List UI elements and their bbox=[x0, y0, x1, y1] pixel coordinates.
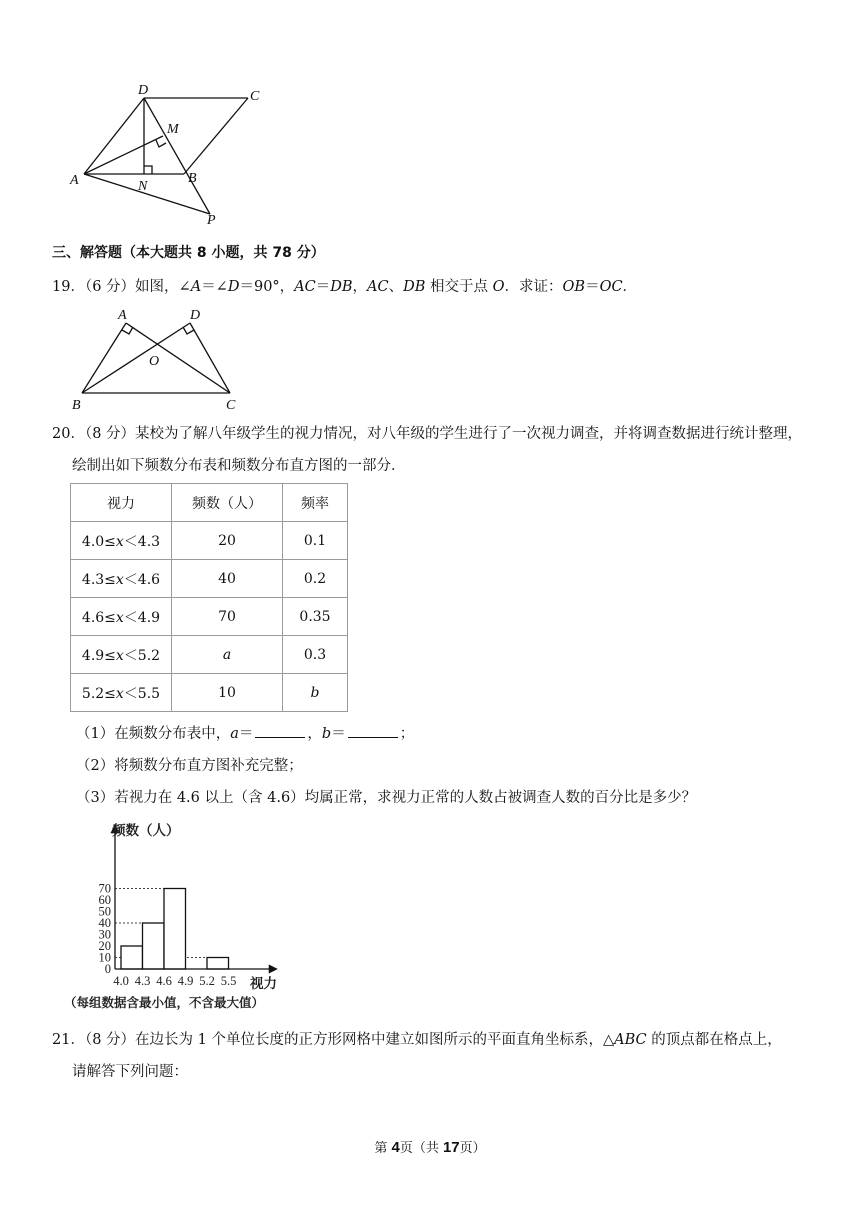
cell-freq: 10 bbox=[172, 674, 283, 712]
q21-number: 21． bbox=[52, 1032, 85, 1048]
cell-rate: 0.35 bbox=[283, 598, 348, 636]
q20-line1: 某校为了解八年级学生的视力情况，对八年级的学生进行了一次视力调查，并将调查数据进行统计整理， bbox=[135, 426, 803, 442]
label-d: D bbox=[138, 83, 149, 98]
q19-text-b: ＝90°， bbox=[239, 279, 295, 295]
q19-var-d: D bbox=[227, 279, 240, 295]
table-row bbox=[71, 636, 348, 674]
q19-eq1: ＝∠ bbox=[201, 279, 228, 295]
segment-cb bbox=[184, 98, 248, 174]
q21-text-b: 的顶点都在格点上， bbox=[646, 1032, 782, 1048]
q19-var-db: DB bbox=[330, 279, 353, 295]
histogram-bar bbox=[121, 946, 143, 969]
q19-label-o: O bbox=[149, 354, 160, 369]
q21-statement-line1 bbox=[52, 1030, 782, 1050]
q19-comma: ， bbox=[352, 279, 368, 295]
header-vision: 视力 bbox=[71, 484, 172, 522]
cell-freq: 40 bbox=[172, 560, 283, 598]
x-axis-label: 视力 bbox=[250, 976, 277, 991]
y-tick-label: 20 bbox=[98, 939, 111, 953]
q19-period: ． bbox=[622, 279, 638, 295]
label-p: P bbox=[207, 213, 216, 228]
q21-statement-line2: 请解答下列问题： bbox=[72, 1064, 188, 1080]
q19-var-ac: AC bbox=[294, 279, 316, 295]
q19-var-ac2: AC bbox=[367, 279, 389, 295]
cell-rate: 0.3 bbox=[283, 636, 348, 674]
section-title: 三、解答题（本大题共 8 小题，共 78 分） bbox=[52, 245, 325, 261]
x-tick-label: 4.9 bbox=[177, 974, 194, 988]
q20-sub2: （2）将频数分布直方图补充完整； bbox=[76, 758, 303, 774]
cell-range: 4.0≤x＜4.3 bbox=[71, 522, 172, 560]
cell-range: 4.6≤x＜4.9 bbox=[71, 598, 172, 636]
cell-range: 4.3≤x＜4.6 bbox=[71, 560, 172, 598]
q19-label-c: C bbox=[226, 398, 236, 413]
figure-top-geometry bbox=[60, 78, 290, 228]
q19-text-c: 相交于点 bbox=[425, 279, 493, 295]
page-footer: 第 4页（共 17页） bbox=[374, 1139, 486, 1156]
y-tick-label: 30 bbox=[98, 927, 111, 942]
y-tick-label: 0 bbox=[104, 962, 111, 976]
q19-eq2: ＝ bbox=[315, 279, 331, 295]
y-tick-label: 40 bbox=[98, 916, 111, 930]
table-header-row bbox=[71, 484, 348, 522]
frequency-table bbox=[70, 483, 348, 712]
q19-label-d: D bbox=[190, 308, 201, 323]
cell-range: 5.2≤x＜5.5 bbox=[71, 674, 172, 712]
label-c: C bbox=[250, 89, 260, 104]
right-angle-m bbox=[156, 140, 166, 147]
y-tick-label: 10 bbox=[98, 950, 111, 965]
page-number: 4 bbox=[391, 1139, 400, 1156]
table-row bbox=[71, 560, 348, 598]
q19-var-db2: DB bbox=[403, 279, 426, 295]
segment-ba bbox=[82, 323, 126, 393]
histogram-bar bbox=[143, 923, 165, 969]
q20-statement-line2: 绘制出如下频数分布表和频数分布直方图的一部分． bbox=[72, 458, 406, 474]
label-m: M bbox=[167, 122, 179, 137]
q19-statement bbox=[52, 277, 637, 297]
label-b: B bbox=[188, 171, 197, 186]
figure-q19 bbox=[68, 305, 248, 415]
table-row bbox=[71, 674, 348, 712]
q19-score: （6 分） bbox=[84, 279, 136, 295]
label-n: N bbox=[138, 179, 148, 194]
x-tick-label: 4.6 bbox=[156, 974, 172, 988]
q19-text-a: 如图，∠ bbox=[135, 279, 191, 295]
q20-score: （8 分） bbox=[84, 426, 136, 442]
cell-rate: 0.1 bbox=[283, 522, 348, 560]
x-tick-label: 4.0 bbox=[113, 974, 129, 988]
cell-rate: 0.2 bbox=[283, 560, 348, 598]
header-frequency: 频数（人） bbox=[172, 484, 283, 522]
q19-var-oc: OC bbox=[599, 279, 623, 295]
q19-label-a: A bbox=[118, 308, 127, 323]
answer-blank-a[interactable] bbox=[255, 723, 305, 738]
q21-var-abc: ABC bbox=[614, 1032, 647, 1048]
label-a: A bbox=[70, 173, 79, 188]
x-tick-label: 4.3 bbox=[134, 974, 151, 988]
q20-number: 20． bbox=[52, 426, 85, 442]
segment-dc2 bbox=[190, 323, 230, 393]
histogram-bar bbox=[207, 958, 229, 970]
q20-sub3: （3）若视力在 4.6 以上（含 4.6）均属正常，求视力正常的人数占被调查人数的百分比是多少？ bbox=[76, 790, 697, 806]
q19-label-b: B bbox=[72, 398, 81, 413]
q21-text-a: 在边长为 1 个单位长度的正方形网格中建立如图所示的平面直角坐标系，△ bbox=[135, 1032, 615, 1048]
x-tick-label: 5.5 bbox=[220, 974, 237, 988]
q19-var-ob: OB bbox=[562, 279, 586, 295]
cell-freq: a bbox=[172, 636, 283, 674]
q19-var-a: A bbox=[190, 279, 202, 295]
cell-freq: 70 bbox=[172, 598, 283, 636]
q19-var-o: O bbox=[492, 279, 505, 295]
y-tick-label: 60 bbox=[98, 893, 111, 907]
histogram-bar bbox=[164, 889, 186, 970]
segment-ac bbox=[126, 323, 230, 393]
y-tick-label: 50 bbox=[98, 904, 111, 919]
cell-rate: b bbox=[283, 674, 348, 712]
q19-eq3: ＝ bbox=[585, 279, 600, 295]
q21-score: （8 分） bbox=[84, 1032, 136, 1048]
cell-range: 4.9≤x＜5.2 bbox=[71, 636, 172, 674]
x-tick-label: 5.2 bbox=[199, 974, 215, 988]
q20-statement-line1 bbox=[52, 424, 802, 444]
right-angle-a bbox=[122, 327, 133, 334]
q20-sub1: （1）在频数分布表中，a＝ ，b＝ ； bbox=[76, 723, 414, 744]
page-total: 17 bbox=[442, 1139, 460, 1156]
segment-ad bbox=[84, 98, 144, 174]
y-tick-label: 70 bbox=[98, 881, 111, 896]
q19-sep: 、 bbox=[388, 279, 404, 295]
table-row bbox=[71, 598, 348, 636]
table-row bbox=[71, 522, 348, 560]
cell-freq: 20 bbox=[172, 522, 283, 560]
segment-db bbox=[82, 323, 190, 393]
header-rate: 频率 bbox=[283, 484, 348, 522]
segment-am bbox=[84, 136, 163, 174]
chart-note: （每组数据含最小值，不含最大值） bbox=[64, 996, 265, 1010]
answer-blank-b[interactable] bbox=[348, 723, 398, 738]
y-axis-label: 频数（人） bbox=[112, 823, 180, 838]
q19-text-d: ．求证： bbox=[504, 279, 563, 295]
histogram-chart bbox=[60, 818, 320, 1012]
right-angle-n bbox=[144, 166, 152, 174]
q19-number: 19． bbox=[52, 279, 85, 295]
